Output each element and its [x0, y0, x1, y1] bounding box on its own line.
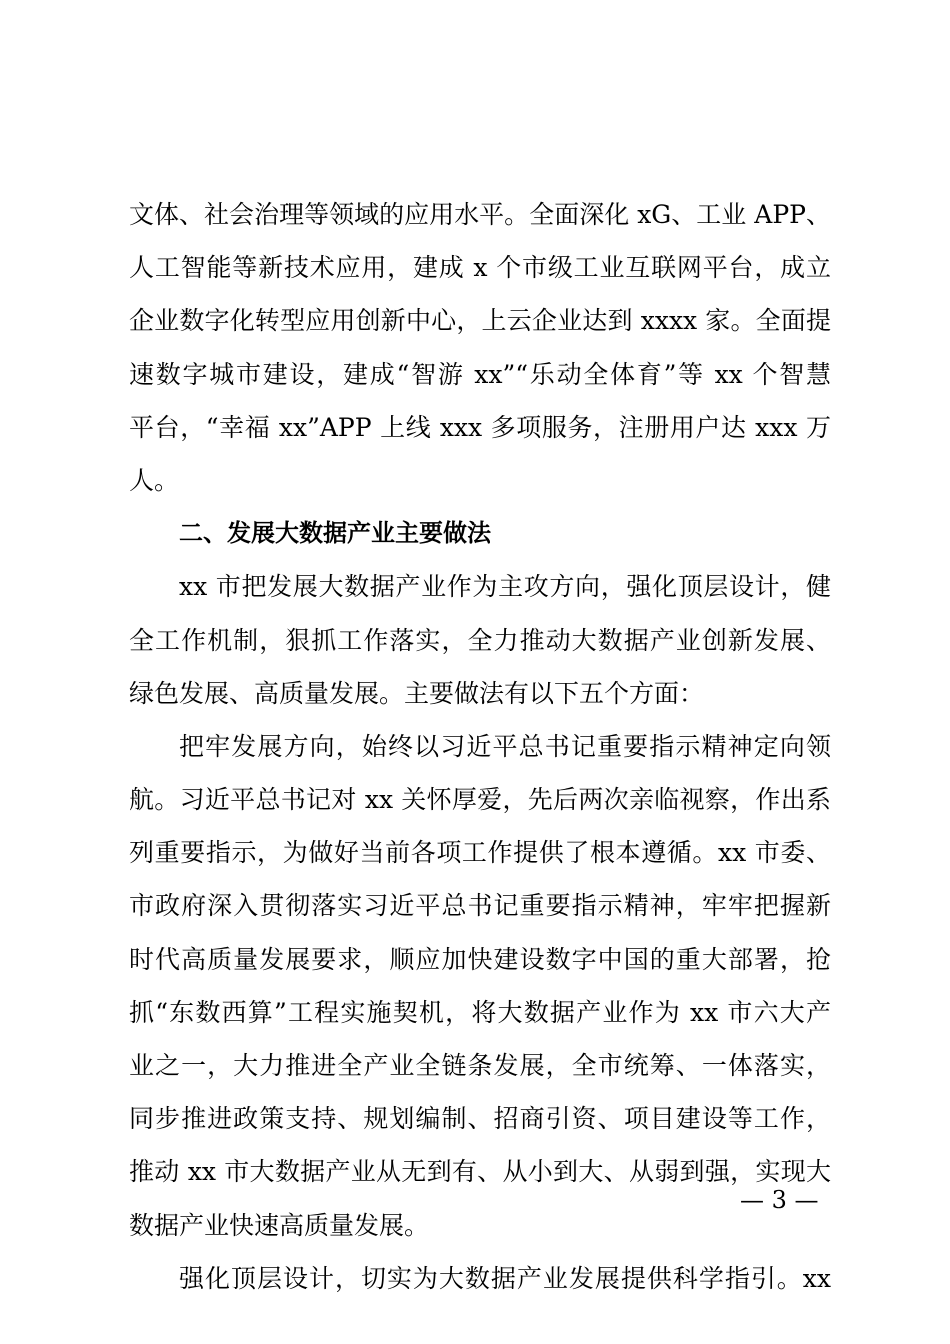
text-line: 航。习近平总书记对 xx 关怀厚爱，先后两次亲临视察，作出系: [129, 785, 831, 815]
text-line: 抓“东数西算”工程实施契机，将大数据产业作为 xx 市六大产: [129, 997, 831, 1027]
text-line: 人。: [129, 465, 180, 495]
text-line: 企业数字化转型应用创新中心，上云企业达到 xxxx 家。全面提: [129, 306, 831, 336]
text-line: xx 市把发展大数据产业作为主攻方向，强化顶层设计，健: [179, 572, 831, 602]
paragraph-3: [129, 720, 831, 1252]
text-line: 强化顶层设计，切实为大数据产业发展提供科学指引。xx: [179, 1263, 831, 1293]
text-line: 绿色发展、高质量发展。主要做法有以下五个方面：: [129, 678, 705, 708]
text-line: 市政府深入贯彻落实习近平总书记重要指示精神，牢牢把握新: [129, 891, 831, 921]
text-line: 把牢发展方向，始终以习近平总书记重要指示精神定向领: [179, 731, 831, 761]
text-line: 速数字城市建设，建成“智游 xx”“乐动全体育”等 xx 个智慧: [129, 359, 831, 389]
text-line: 平台，“幸福 xx”APP 上线 xxx 多项服务，注册用户达 xxx 万: [129, 412, 831, 442]
document-body: [129, 188, 831, 1305]
text-line: 数据产业快速高质量发展。: [129, 1210, 430, 1240]
section-heading: 二、发展大数据产业主要做法: [179, 519, 491, 548]
text-line: 文体、社会治理等领域的应用水平。全面深化 xG、工业 APP、: [129, 200, 831, 229]
text-line: 同步推进政策支持、规划编制、招商引资、项目建设等工作，: [129, 1104, 831, 1134]
text-line: 列重要指示，为做好当前各项工作提供了根本遵循。xx 市委、: [129, 838, 831, 868]
text-line: 推动 xx 市大数据产业从无到有、从小到大、从弱到强，实现大: [129, 1157, 831, 1187]
text-line: 业之一，大力推进全产业全链条发展，全市统筹、一体落实，: [129, 1051, 831, 1080]
page-number: — 3 —: [740, 1186, 819, 1214]
text-line: 全工作机制，狠抓工作落实，全力推动大数据产业创新发展、: [129, 625, 831, 655]
paragraph-2: [129, 560, 831, 720]
text-line: 人工智能等新技术应用，建成 x 个市级工业互联网平台，成立: [129, 253, 831, 283]
paragraph-1: [129, 188, 831, 507]
paragraph-4: [129, 1252, 831, 1305]
text-line: 时代高质量发展要求，顺应加快建设数字中国的重大部署，抢: [129, 944, 831, 974]
